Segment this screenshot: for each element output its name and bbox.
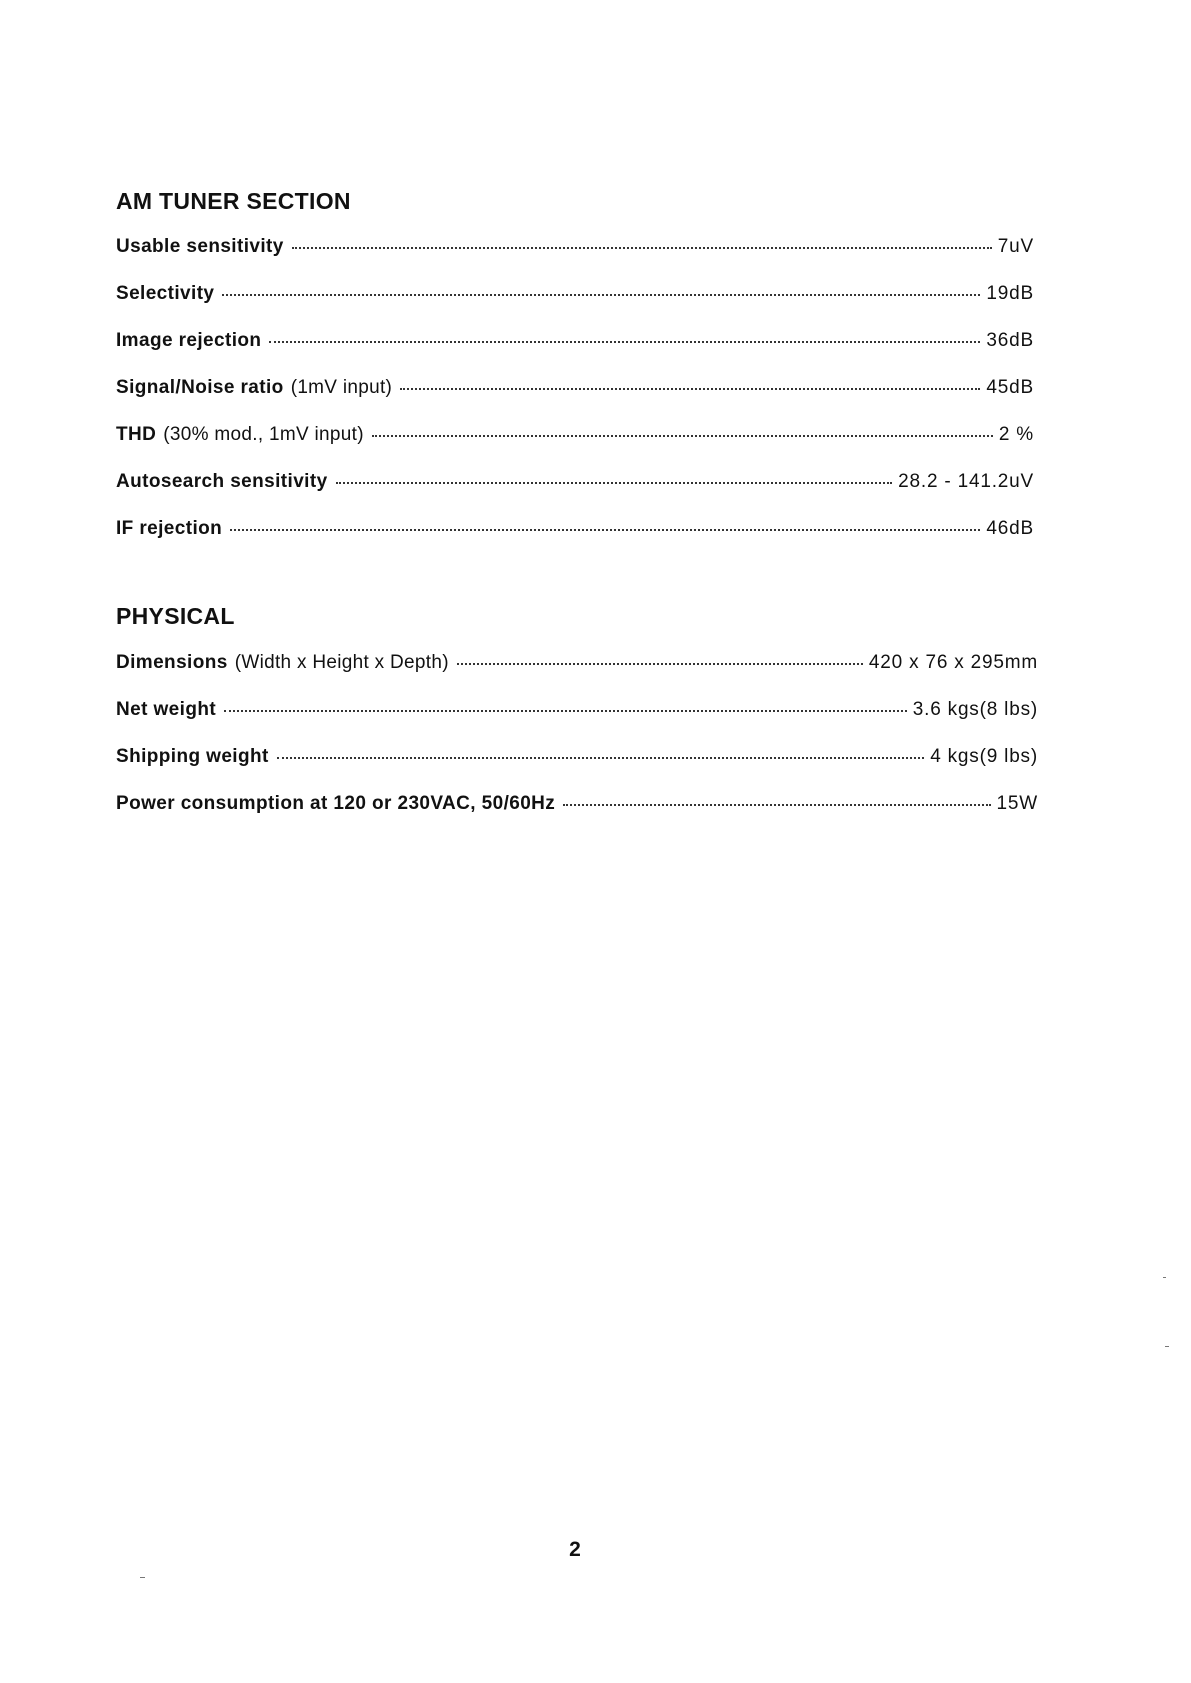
- spec-value: 28.2 - 141.2uV: [898, 471, 1034, 492]
- dot-leader: [222, 294, 980, 296]
- spec-label: Signal/Noise ratio: [116, 377, 284, 398]
- spec-value: 420 x 76 x 295mm: [868, 652, 1038, 673]
- spec-row-usable-sensitivity: [116, 236, 1034, 283]
- dot-leader: [292, 247, 992, 249]
- dot-leader: [400, 388, 980, 390]
- spec-value: 46dB: [986, 518, 1034, 539]
- spec-label: Net weight: [116, 699, 217, 720]
- spec-value: 36dB: [986, 330, 1034, 351]
- spec-row-if-rejection: [116, 518, 1034, 565]
- dot-leader: [269, 341, 980, 343]
- spec-label: Autosearch sensitivity: [116, 471, 328, 492]
- spec-value: 2 %: [998, 424, 1034, 445]
- spec-label: IF rejection: [116, 518, 223, 539]
- dot-leader: [277, 757, 924, 759]
- dot-leader: [457, 663, 863, 665]
- spec-value: 19dB: [986, 283, 1034, 304]
- spec-label: Dimensions: [116, 652, 228, 673]
- spec-row-thd: [116, 424, 1034, 471]
- scan-speck: [1163, 1277, 1166, 1278]
- dot-leader: [230, 529, 980, 531]
- section-title-physical: PHYSICAL: [116, 603, 235, 629]
- spec-label: Power consumption at 120 or 230VAC, 50/60Hz: [116, 793, 556, 814]
- spec-label: Usable sensitivity: [116, 236, 284, 257]
- am-tuner-spec-list: [116, 236, 1034, 565]
- spec-row-image-rejection: [116, 330, 1034, 377]
- spec-note: (1mV input): [290, 377, 393, 398]
- dot-leader: [336, 482, 893, 484]
- spec-row-power-consumption: [116, 793, 1038, 840]
- spec-label: THD: [116, 424, 157, 445]
- dot-leader: [224, 710, 907, 712]
- spec-row-signal-noise-ratio: [116, 377, 1034, 424]
- spec-row-shipping-weight: [116, 746, 1038, 793]
- scan-speck: [1165, 1346, 1169, 1347]
- scan-speck: [140, 1577, 145, 1578]
- spec-value: 45dB: [986, 377, 1034, 398]
- spec-note: (30% mod., 1mV input): [163, 424, 364, 445]
- spec-row-net-weight: [116, 699, 1038, 746]
- dot-leader: [563, 804, 990, 806]
- spec-row-autosearch-sensitivity: [116, 471, 1034, 518]
- page-number: 2: [569, 1538, 581, 1561]
- spec-value: 7uV: [997, 236, 1034, 257]
- section-title-am-tuner: AM TUNER SECTION: [116, 188, 351, 214]
- spec-label: Shipping weight: [116, 746, 269, 767]
- dot-leader: [372, 435, 993, 437]
- spec-label: Image rejection: [116, 330, 262, 351]
- spec-row-selectivity: [116, 283, 1034, 330]
- spec-note: (Width x Height x Depth): [234, 652, 449, 673]
- physical-spec-list: [116, 652, 1038, 840]
- spec-label: Selectivity: [116, 283, 215, 304]
- spec-row-dimensions: [116, 652, 1038, 699]
- spec-value: 15W: [996, 793, 1038, 814]
- spec-value: 4 kgs(9 lbs): [930, 746, 1038, 767]
- spec-value: 3.6 kgs(8 lbs): [912, 699, 1038, 720]
